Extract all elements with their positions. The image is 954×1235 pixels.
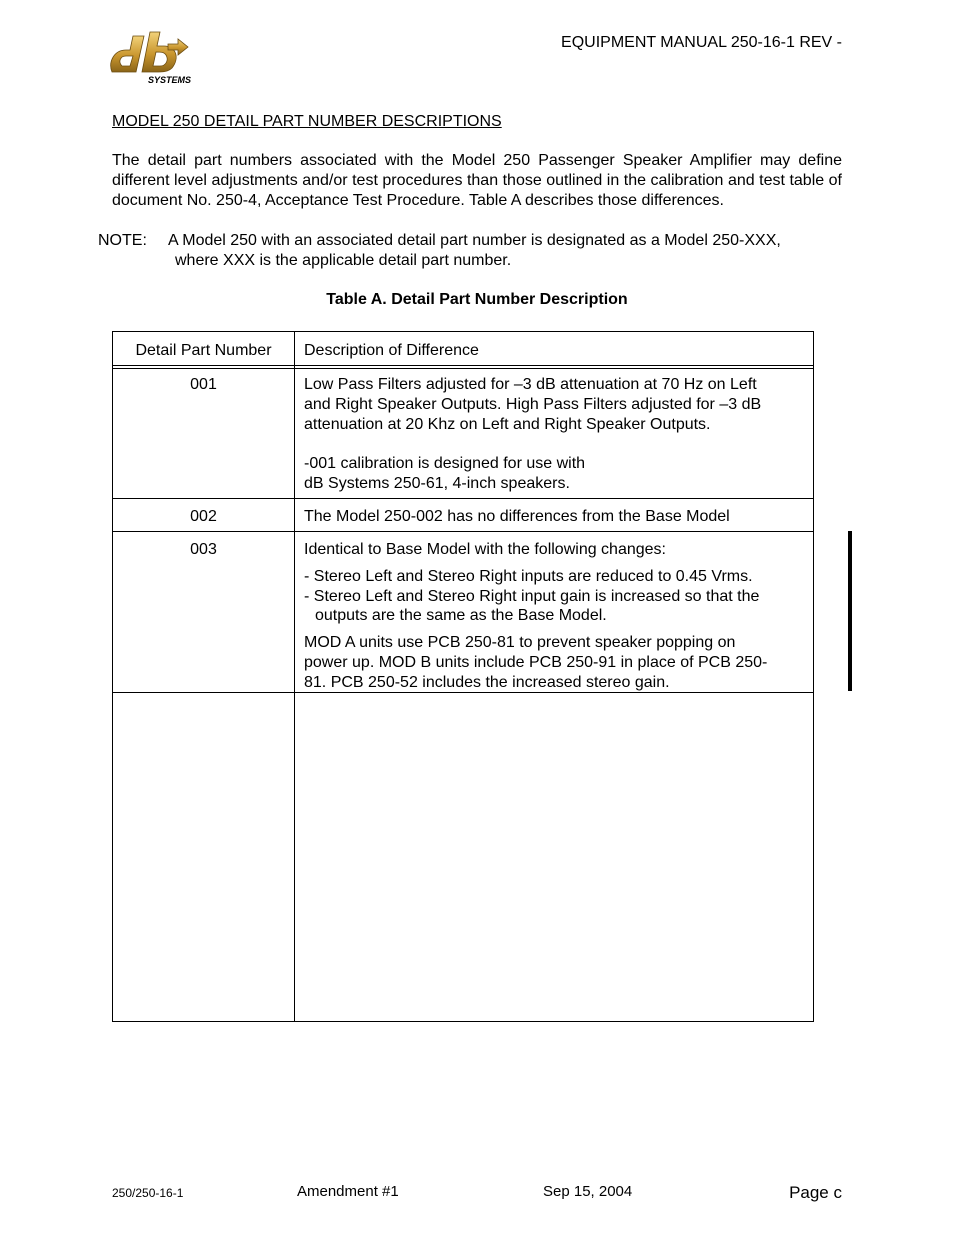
section-title: MODEL 250 DETAIL PART NUMBER DESCRIPTIONS — [112, 113, 502, 130]
row-003-line-6: power up. MOD B units include PCB 250-91 in place of PCB 250- — [304, 654, 768, 671]
row-001-line-3: attenuation at 20 Khz on Left and Right Speaker Outputs. — [304, 416, 711, 433]
header-detail-part-number: Detail Part Number — [135, 342, 272, 359]
row-divider — [113, 531, 813, 532]
note-text-line2: where XXX is the applicable detail part number. — [175, 252, 512, 269]
logo-text: SYSTEMS — [148, 75, 192, 85]
row-003-line-3: - Stereo Left and Stereo Right input gain is increased so that the — [304, 588, 760, 605]
row-003-line-4: outputs are the same as the Base Model. — [315, 607, 607, 624]
header-description: Description of Difference — [304, 342, 479, 359]
footer-document-number: 250/250-16-1 — [112, 1186, 184, 1200]
row-003-line-7: 81. PCB 250-52 includes the increased stereo gain. — [304, 674, 670, 691]
document-title: EQUIPMENT MANUAL 250-16-1 REV - — [561, 34, 842, 51]
row-003-line-5: MOD A units use PCB 250-81 to prevent speaker popping on — [304, 634, 736, 651]
detail-part-number-table — [112, 331, 814, 1022]
row-divider — [113, 498, 813, 499]
table-caption: Table A. Detail Part Number Description — [326, 291, 628, 308]
db-systems-logo — [106, 28, 206, 86]
intro-paragraph: The detail part numbers associated with the Model 250 Passenger Speaker Amplifier may define different level adjustments and/or test procedures than those outlined in the calibration and test table of document No. 250-4, Acceptance Test Procedure. Table A describes those differences. — [112, 152, 842, 209]
header-rule-double — [113, 368, 813, 369]
row-001-line-2: and Right Speaker Outputs. High Pass Filters adjusted for –3 dB — [304, 396, 762, 413]
footer-amendment: Amendment #1 — [297, 1183, 399, 1200]
footer-date: Sep 15, 2004 — [543, 1183, 633, 1200]
row-002-line-1: The Model 250-002 has no differences from the Base Model — [304, 508, 730, 525]
row-003-part-number: 003 — [190, 541, 217, 558]
footer-page-number: Page c — [789, 1183, 842, 1202]
row-002-part-number: 002 — [190, 508, 217, 525]
row-001-line-1: Low Pass Filters adjusted for –3 dB attenuation at 70 Hz on Left — [304, 376, 757, 393]
row-003-line-1: Identical to Base Model with the following changes: — [304, 541, 666, 558]
row-003-line-2: - Stereo Left and Stereo Right inputs are reduced to 0.45 Vrms. — [304, 568, 753, 585]
note-text-line1: A Model 250 with an associated detail part number is designated as a Model 250-XXX, — [168, 232, 781, 249]
row-divider — [113, 692, 813, 693]
revision-change-bar — [848, 531, 852, 691]
header-rule — [113, 365, 813, 366]
row-001-part-number: 001 — [190, 376, 217, 393]
column-divider — [294, 332, 295, 1021]
row-001-line-5: dB Systems 250-61, 4-inch speakers. — [304, 475, 570, 492]
note-label: NOTE: — [98, 232, 147, 249]
row-001-line-4: -001 calibration is designed for use with — [304, 455, 586, 472]
